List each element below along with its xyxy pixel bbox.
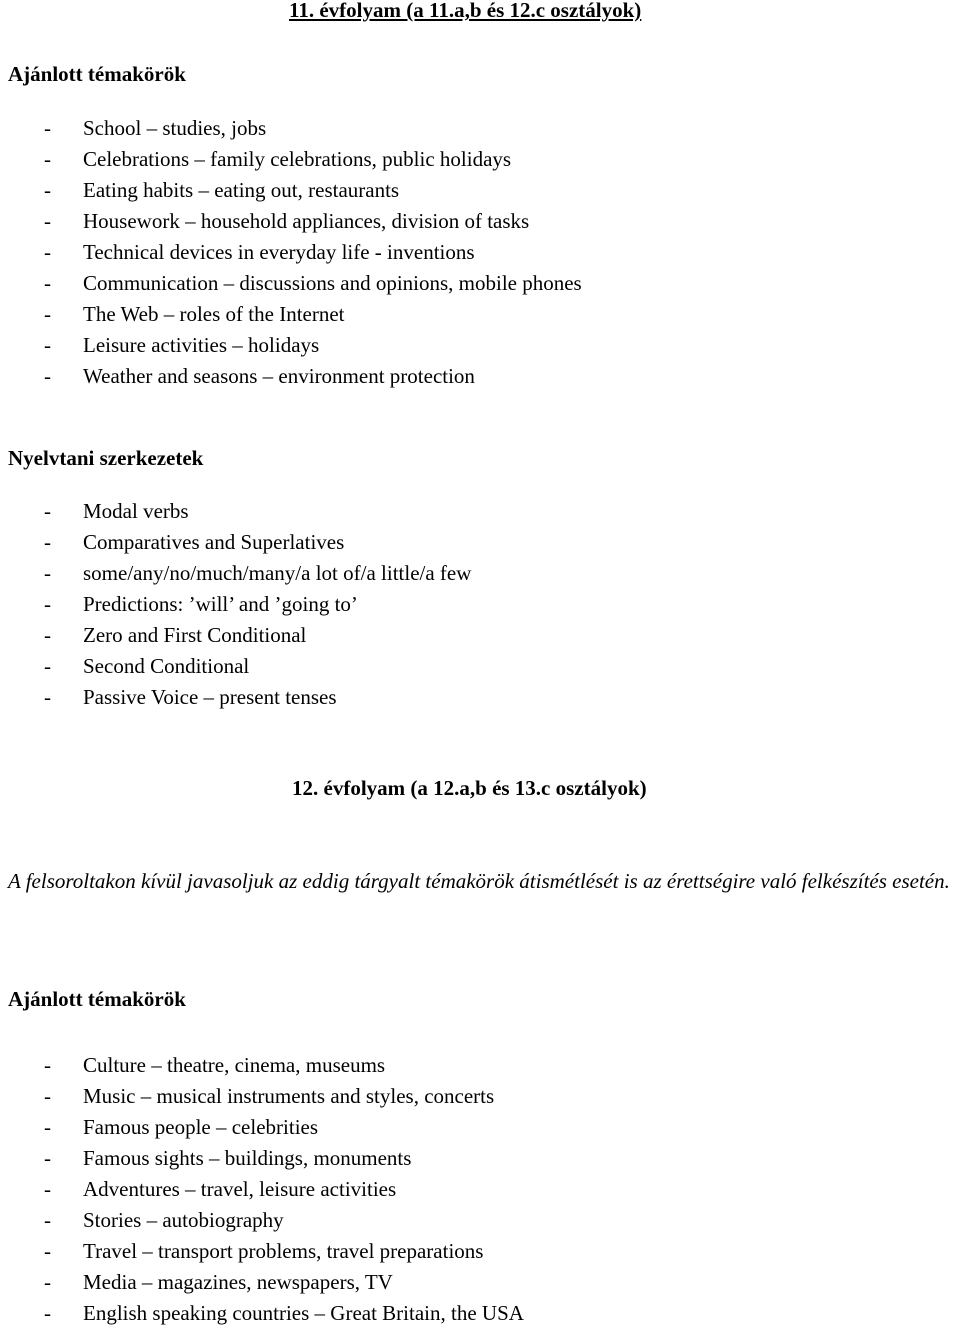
topic-text: Media – magazines, newspapers, TV xyxy=(83,1270,393,1294)
bullet-dash: - xyxy=(44,654,51,678)
bullet-dash: - xyxy=(44,1270,51,1294)
grammar-text: Comparatives and Superlatives xyxy=(83,530,345,554)
grammar-text: Modal verbs xyxy=(83,499,189,523)
bullet-dash: - xyxy=(44,685,51,709)
topic-text: Celebrations – family celebrations, public holidays xyxy=(83,147,512,171)
topic-text: English speaking countries – Great Britain, the USA xyxy=(83,1301,524,1325)
topic-text: Culture – theatre, cinema, museums xyxy=(83,1053,386,1077)
bullet-dash: - xyxy=(44,116,51,140)
bullet-dash: - xyxy=(44,1177,51,1201)
bullet-dash: - xyxy=(44,530,51,554)
revision-note: A felsoroltakon kívül javasoljuk az eddig tárgyalt témakörök átismétlését is az érettségire való felkészítés esetén. xyxy=(8,869,950,893)
grade-12-title: 12. évfolyam (a 12.a,b és 13.c osztályok) xyxy=(292,776,647,800)
topic-text: Communication – discussions and opinions, mobile phones xyxy=(83,271,582,295)
topic-text: The Web – roles of the Internet xyxy=(83,302,345,326)
bullet-dash: - xyxy=(44,1239,51,1263)
topic-text: Famous people – celebrities xyxy=(83,1115,319,1139)
recommended-topics-heading: Ajánlott témakörök xyxy=(8,62,186,86)
grammar-text: some/any/no/much/many/a lot of/a little/a few xyxy=(83,561,472,585)
grammar-text: Zero and First Conditional xyxy=(83,623,307,647)
bullet-dash: - xyxy=(44,1301,51,1325)
bullet-dash: - xyxy=(44,1208,51,1232)
recommended-topics-heading-12: Ajánlott témakörök xyxy=(8,987,186,1011)
topic-text: Music – musical instruments and styles, concerts xyxy=(83,1084,495,1108)
bullet-dash: - xyxy=(44,623,51,647)
topic-text: Leisure activities – holidays xyxy=(83,333,320,357)
topic-text: School – studies, jobs xyxy=(83,116,267,140)
topic-text: Adventures – travel, leisure activities xyxy=(83,1177,397,1201)
topic-text: Weather and seasons – environment protection xyxy=(83,364,475,388)
topic-text: Housework – household appliances, division of tasks xyxy=(83,209,530,233)
bullet-dash: - xyxy=(44,1053,51,1077)
bullet-dash: - xyxy=(44,178,51,202)
topic-text: Eating habits – eating out, restaurants xyxy=(83,178,400,202)
bullet-dash: - xyxy=(44,333,51,357)
bullet-dash: - xyxy=(44,302,51,326)
topic-text: Technical devices in everyday life - inventions xyxy=(83,240,475,264)
bullet-dash: - xyxy=(44,271,51,295)
bullet-dash: - xyxy=(44,1084,51,1108)
grade-11-title: 11. évfolyam (a 11.a,b és 12.c osztályok) xyxy=(289,0,642,22)
grammar-text: Predictions: ’will’ and ’going to’ xyxy=(83,592,358,616)
bullet-dash: - xyxy=(44,364,51,388)
bullet-dash: - xyxy=(44,147,51,171)
grammar-structures-heading: Nyelvtani szerkezetek xyxy=(8,446,204,470)
topic-text: Stories – autobiography xyxy=(83,1208,284,1232)
grammar-text: Passive Voice – present tenses xyxy=(83,685,337,709)
bullet-dash: - xyxy=(44,499,51,523)
topic-text: Famous sights – buildings, monuments xyxy=(83,1146,412,1170)
grammar-text: Second Conditional xyxy=(83,654,250,678)
bullet-dash: - xyxy=(44,1146,51,1170)
bullet-dash: - xyxy=(44,561,51,585)
bullet-dash: - xyxy=(44,1115,51,1139)
bullet-dash: - xyxy=(44,209,51,233)
bullet-dash: - xyxy=(44,240,51,264)
bullet-dash: - xyxy=(44,592,51,616)
topic-text: Travel – transport problems, travel preparations xyxy=(83,1239,484,1263)
